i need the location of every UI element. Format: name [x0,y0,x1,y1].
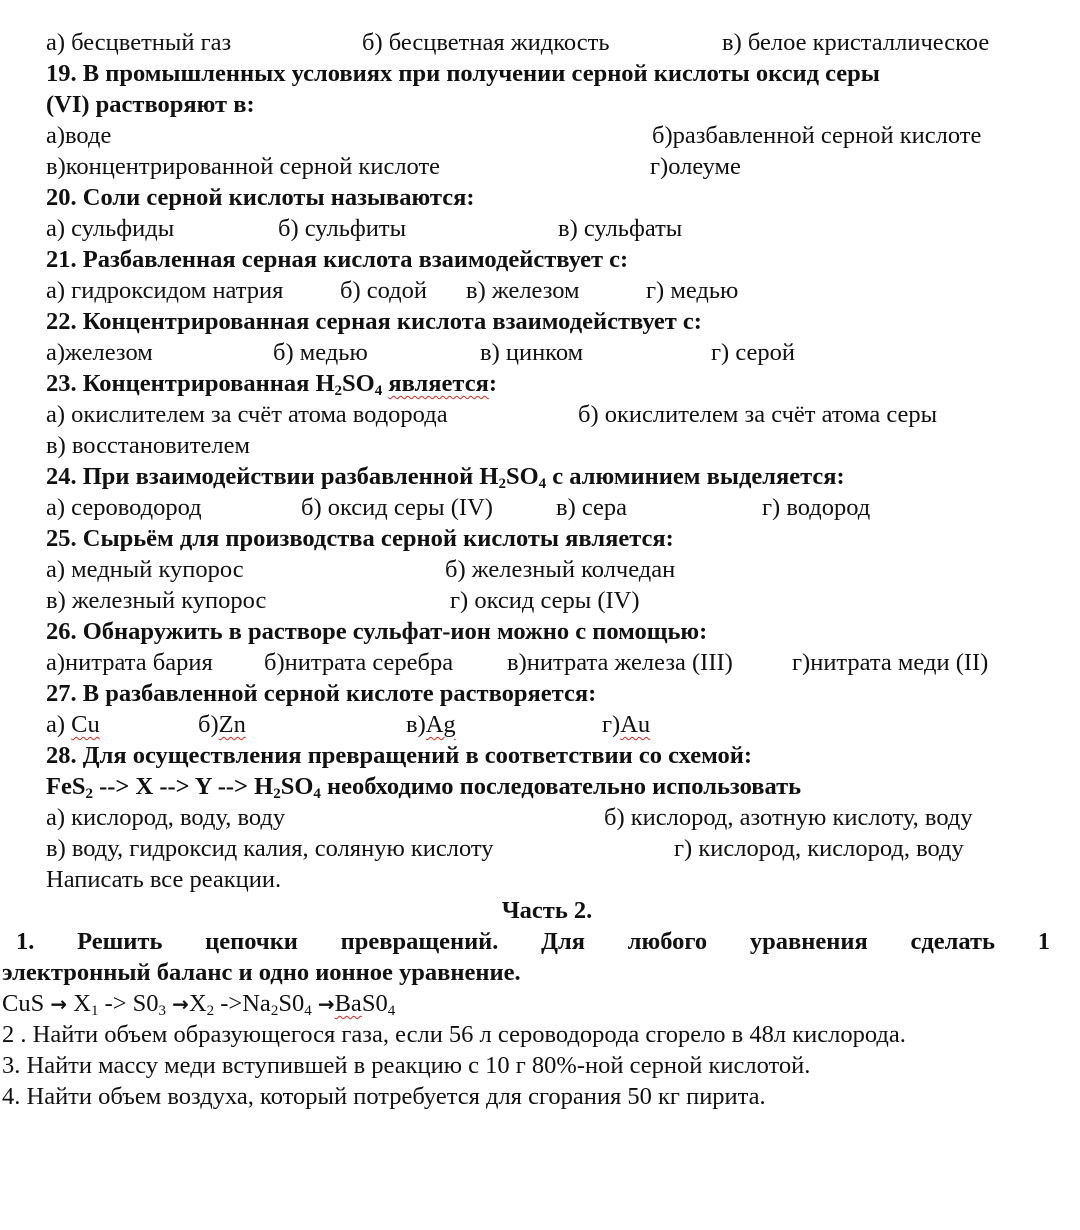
q24-title-text: 24. При взаимодействии разбавленной H [46,463,499,490]
task1-word: Решить [77,928,163,955]
q23-option-c: в) восстановителем [46,432,250,459]
q23-option-a: а) окислителем за счёт атома водорода [46,401,448,428]
q21-option-b: б) содой [340,277,427,304]
q27-option-d-metal: Au [620,711,651,738]
q20-option-c: в) сульфаты [558,215,683,242]
q25-title: 25. Сырьём для производства серной кислоты является: [46,525,674,552]
q27-option-b-metal: Zn [218,711,246,738]
chain-na: ->Na [214,990,271,1017]
q27-option-b [198,709,246,740]
q24-subscript-4: 4 [538,476,547,492]
chain-ba-so-subscript: 4 [387,1003,396,1019]
q28-options-row1 [46,802,1046,833]
q23-spellcheck-word: является [388,370,489,397]
chain-na-subscript: 2 [270,1003,279,1019]
q28-scheme-so: SO [280,773,314,800]
task1-word: цепочки [205,928,298,955]
chain-so3: -> S0 [98,990,159,1017]
q22-options [46,337,1046,368]
q18-option-c: в) белое кристаллическое [722,29,990,56]
q19-option-c: в)концентрированной серной кислоте [46,153,441,180]
q18-option-a: а) бесцветный газ [46,29,232,56]
q28-option-a: а) кислород, воду, воду [46,804,286,831]
q25-option-c: в) железный купорос [46,587,267,614]
q27-option-d [602,709,650,740]
task1-word: уравнения [749,928,868,955]
q28-subscript-4: 4 [313,786,321,802]
q27-options [46,709,1046,740]
q28-subscript-2: 2 [85,786,93,802]
q21-options [46,275,1046,306]
task1-word: сделать [910,928,995,955]
q27-option-c [406,709,456,740]
q27-option-a-metal: Cu [71,711,100,738]
q19-option-d: г)олеуме [650,153,741,180]
q26-option-b: б)нитрата серебра [264,649,454,676]
arrow-right-icon: → [317,992,335,1016]
q23-subscript-2: 2 [334,383,343,399]
chain-na-so: S0 [278,990,305,1017]
q24-title [46,461,845,492]
q21-option-a: а) гидроксидом натрия [46,277,284,304]
q21-option-d: г) медью [646,277,739,304]
q20-options [46,213,1046,244]
q25-options-row1 [46,554,1046,585]
task1-word: Для [541,928,586,955]
q26-option-a: а)нитрата бария [46,649,213,676]
chain-ba-so: S0 [361,990,388,1017]
q24-option-a: а) сероводород [46,494,202,521]
q25-option-d: г) оксид серы (IV) [450,587,640,614]
part2-task2: 2 . Найти объем образующегося газа, если 56 л сероводорода сгорело в 48л кислорода. [2,1021,906,1048]
q27-option-c-metal: Ag [425,711,456,738]
chain-so3-subscript: 3 [158,1003,167,1019]
q26-options [46,647,1046,678]
q26-option-d: г)нитрата меди (II) [792,649,989,676]
q21-title: 21. Разбавленная серная кислота взаимодействует с: [46,246,629,273]
q24-formula-so: SO [505,463,539,490]
chain-na-so-subscript: 4 [304,1003,312,1019]
chain-x1-subscript: 1 [90,1003,99,1019]
q28-scheme [46,771,801,802]
q25-option-b: б) железный колчедан [445,556,676,583]
part2-chain [2,988,395,1019]
q22-option-b: б) медью [273,339,368,366]
q24-title-rest: с алюминием выделяется: [546,463,845,490]
q21-option-c: в) железом [466,277,580,304]
q25-option-a: а) медный купорос [46,556,244,583]
q23-option-b: б) окислителем за счёт атома серы [578,401,938,428]
part2-task1-line1 [16,926,1050,957]
chain-ba: Ba [334,990,362,1017]
q28-title: 28. Для осуществления превращений в соответствии со схемой: [46,742,753,769]
q20-title: 20. Соли серной кислоты называются: [46,184,475,211]
q27-option-d-letter: г) [602,711,621,738]
q27-option-a-letter: а) [46,711,72,738]
q28-scheme-fes: FeS [46,773,86,800]
q23-colon: : [488,370,498,397]
q27-option-b-letter: б) [198,711,219,738]
q24-subscript-2: 2 [498,476,506,492]
q27-option-a [46,709,100,740]
q18-option-b: б) бесцветная жидкость [362,29,610,56]
q23-title [46,368,497,399]
q27-title: 27. В разбавленной серной кислоте растворяется: [46,680,597,707]
q24-option-b: б) оксид серы (IV) [301,494,493,521]
part2-heading: Часть 2. [501,897,593,924]
q19-option-b: б)разбавленной серной кислоте [652,122,982,149]
q28-options-row2 [46,833,1046,864]
q28-option-c: в) воду, гидроксид калия, соляную кислоту [46,835,494,862]
chain-x2: X [188,990,207,1017]
chain-x2-subscript: 2 [206,1003,215,1019]
q19-options-row2 [46,151,1046,182]
q24-option-c: в) сера [556,494,628,521]
arrow-right-icon: → [50,992,68,1016]
q22-option-c: в) цинком [480,339,584,366]
task1-word: 1 [1037,928,1050,955]
q22-option-a: а)железом [46,339,153,366]
q28-note: Написать все реакции. [46,866,282,893]
q19-title: 19. В промышленных условиях при получении серной кислоты оксид серы [46,60,880,87]
q22-title: 22. Концентрированная серная кислота взаимодействует с: [46,308,702,335]
part2-task4: 4. Найти объем воздуха, который потребуется для сгорания 50 кг пирита. [2,1083,766,1110]
part2-task3: 3. Найти массу меди вступившей в реакцию с 10 г 80%-ной серной кислотой. [2,1052,811,1079]
q23-subscript-4: 4 [374,383,383,399]
q20-option-a: а) сульфиды [46,215,175,242]
q28-option-d: г) кислород, кислород, воду [674,835,964,862]
q20-option-b: б) сульфиты [278,215,407,242]
q28-option-b: б) кислород, азотную кислоту, воду [604,804,973,831]
q28-scheme-rest: необходимо последовательно использовать [320,773,802,800]
chain-cus: CuS [2,990,51,1017]
q22-option-d: г) серой [711,339,795,366]
q23-options-row1 [46,399,1046,430]
q23-formula-so: SO [342,370,375,397]
task1-word: 1. [16,928,35,955]
q26-title: 26. Обнаружить в растворе сульфат-ион можно с помощью: [46,618,708,645]
task1-word: любого [627,928,708,955]
q19-title-cont: (VI) растворяют в: [46,91,255,118]
part2-task1-line2: электронный баланс и одно ионное уравнение. [2,959,521,986]
arrow-right-icon: → [172,992,189,1016]
q25-options-row2 [46,585,1046,616]
q28-scheme-chain: --> X --> Y --> H [92,773,274,800]
chain-x1: X [67,990,91,1017]
q23-title-text: 23. Концентрированная H [46,370,335,397]
q19-options-row1 [46,120,1046,151]
q26-option-c: в)нитрата железа (III) [507,649,733,676]
q27-option-c-letter: в) [406,711,426,738]
q18-options [46,27,1046,58]
q24-option-d: г) водород [762,494,871,521]
q28-subscript-h2: 2 [273,786,281,802]
q24-options [46,492,1046,523]
task1-word: превращений. [340,928,499,955]
q19-option-a: а)воде [46,122,112,149]
